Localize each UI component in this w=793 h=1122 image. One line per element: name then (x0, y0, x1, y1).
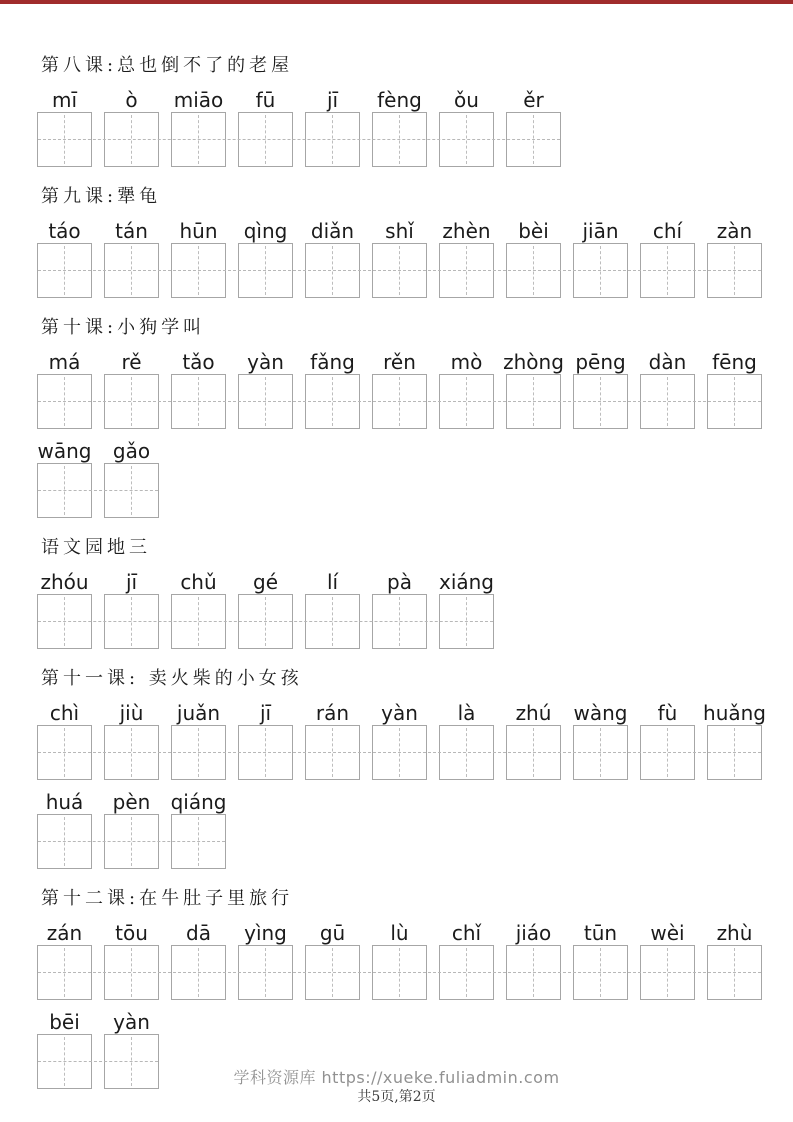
writing-grid-box (104, 725, 159, 780)
pinyin-unit (372, 217, 427, 298)
page-indicator: 共5页,第2页 (357, 1089, 436, 1105)
writing-grid-box (305, 243, 360, 298)
writing-grid-box (104, 814, 159, 869)
pinyin-unit (171, 788, 226, 869)
pinyin-unit (573, 699, 628, 780)
pinyin-unit (640, 348, 695, 429)
pinyin-unit (171, 568, 226, 649)
writing-grid-box (573, 243, 628, 298)
pinyin-unit (372, 919, 427, 1000)
pinyin-unit (238, 86, 293, 167)
pinyin-label: dàn (648, 350, 687, 374)
writing-grid-box (37, 243, 92, 298)
pinyin-unit (573, 217, 628, 298)
writing-grid-box (573, 945, 628, 1000)
writing-grid-box (171, 112, 226, 167)
writing-grid-box (37, 814, 92, 869)
pinyin-unit (439, 699, 494, 780)
pinyin-label: mī (51, 88, 78, 112)
pinyin-unit (238, 919, 293, 1000)
writing-grid-box (171, 594, 226, 649)
pinyin-unit (372, 568, 427, 649)
pinyin-unit (305, 217, 360, 298)
pinyin-unit (506, 699, 561, 780)
pinyin-box-row (37, 86, 561, 167)
pinyin-label: xiáng (438, 570, 495, 594)
writing-grid-box (439, 594, 494, 649)
pinyin-label: mò (450, 350, 483, 374)
pinyin-box-row (37, 699, 766, 780)
pinyin-unit (171, 699, 226, 780)
section-title: 语文园地三 (41, 537, 151, 558)
pinyin-label: gū (319, 921, 346, 945)
page-footer (0, 1068, 793, 1106)
pinyin-label: gǎo (112, 439, 151, 463)
writing-grid-box (305, 594, 360, 649)
writing-grid-box (707, 243, 762, 298)
pinyin-unit (171, 86, 226, 167)
pinyin-label: jī (125, 570, 138, 594)
pinyin-label: zhèn (442, 219, 491, 243)
pinyin-label: shǐ (385, 219, 414, 243)
pinyin-unit (372, 86, 427, 167)
pinyin-label: yàn (113, 1010, 150, 1034)
pinyin-label: yàn (247, 350, 284, 374)
writing-grid-box (372, 594, 427, 649)
writing-grid-box (104, 463, 159, 518)
pinyin-label: chì (49, 701, 80, 725)
writing-grid-box (506, 725, 561, 780)
writing-grid-box (439, 243, 494, 298)
pinyin-unit (439, 86, 494, 167)
pinyin-unit (37, 437, 92, 518)
pinyin-unit (238, 348, 293, 429)
writing-grid-box (439, 945, 494, 1000)
pinyin-label: bēi (49, 1010, 80, 1034)
writing-grid-box (439, 374, 494, 429)
pinyin-box-row (37, 919, 762, 1000)
pinyin-label: jī (326, 88, 339, 112)
pinyin-label: má (48, 350, 81, 374)
pinyin-unit (439, 348, 494, 429)
writing-grid-box (506, 112, 561, 167)
pinyin-unit (37, 699, 92, 780)
writing-grid-box (305, 725, 360, 780)
writing-grid-box (171, 374, 226, 429)
pinyin-label: miāo (173, 88, 224, 112)
pinyin-label: ěr (523, 88, 544, 112)
writing-grid-box (372, 945, 427, 1000)
writing-grid-box (37, 374, 92, 429)
pinyin-label: ò (125, 88, 138, 112)
pinyin-box-row (37, 568, 494, 649)
pinyin-unit (37, 217, 92, 298)
section-title: 第十二课:在牛肚子里旅行 (41, 888, 294, 909)
pinyin-unit (707, 919, 762, 1000)
pinyin-unit (104, 919, 159, 1000)
pinyin-unit (640, 217, 695, 298)
writing-grid-box (439, 112, 494, 167)
pinyin-unit (439, 568, 494, 649)
writing-grid-box (372, 374, 427, 429)
pinyin-label: diǎn (310, 219, 355, 243)
writing-grid-box (506, 374, 561, 429)
pinyin-unit (305, 699, 360, 780)
pinyin-label: fǎng (310, 350, 355, 374)
pinyin-label: fèng (377, 88, 422, 112)
pinyin-unit (37, 919, 92, 1000)
pinyin-label: fēng (712, 350, 757, 374)
pinyin-label: chí (652, 219, 683, 243)
pinyin-unit (506, 919, 561, 1000)
writing-grid-box (305, 945, 360, 1000)
writing-grid-box (37, 463, 92, 518)
pinyin-label: wāng (37, 439, 92, 463)
pinyin-unit (37, 86, 92, 167)
writing-grid-box (707, 374, 762, 429)
pinyin-unit (305, 86, 360, 167)
pinyin-label: ǒu (454, 88, 479, 112)
writing-grid-box (37, 725, 92, 780)
pinyin-label: wèi (650, 921, 685, 945)
pinyin-unit (104, 699, 159, 780)
pinyin-label: huǎng (703, 701, 766, 725)
pinyin-unit (573, 348, 628, 429)
writing-grid-box (171, 945, 226, 1000)
pinyin-label: zàn (716, 219, 753, 243)
pinyin-label: rán (315, 701, 350, 725)
writing-grid-box (104, 374, 159, 429)
writing-grid-box (707, 945, 762, 1000)
writing-grid-box (506, 945, 561, 1000)
pinyin-label: yìng (244, 921, 287, 945)
pinyin-unit (707, 348, 762, 429)
writing-grid-box (573, 374, 628, 429)
pinyin-label: tōu (115, 921, 148, 945)
section-title: 第八课:总也倒不了的老屋 (41, 55, 294, 76)
pinyin-unit (573, 919, 628, 1000)
pinyin-box-row (37, 348, 762, 429)
pinyin-unit (171, 217, 226, 298)
pinyin-unit (439, 919, 494, 1000)
pinyin-box-row (37, 788, 226, 869)
pinyin-label: chǐ (451, 921, 482, 945)
pinyin-label: fù (657, 701, 678, 725)
pinyin-label: tūn (583, 921, 618, 945)
writing-grid-box (372, 243, 427, 298)
pinyin-unit (506, 217, 561, 298)
pinyin-label: wàng (573, 701, 628, 725)
pinyin-label: bèi (518, 219, 549, 243)
pinyin-unit (439, 217, 494, 298)
pinyin-unit (37, 788, 92, 869)
pinyin-unit (104, 217, 159, 298)
pinyin-label: juǎn (176, 701, 221, 725)
watermark: 学科资源库 https://xueke.fuliadmin.com (233, 1068, 560, 1087)
pinyin-label: zhù (716, 921, 753, 945)
pinyin-label: qìng (243, 219, 288, 243)
writing-grid-box (37, 945, 92, 1000)
writing-grid-box (104, 243, 159, 298)
pinyin-label: dā (186, 921, 211, 945)
pinyin-unit (37, 568, 92, 649)
pinyin-label: tán (115, 219, 148, 243)
writing-grid-box (372, 725, 427, 780)
pinyin-label: lí (326, 570, 339, 594)
pinyin-label: jiáo (515, 921, 552, 945)
writing-grid-box (104, 945, 159, 1000)
pinyin-unit (238, 699, 293, 780)
pinyin-label: pà (387, 570, 412, 594)
pinyin-label: tǎo (182, 350, 215, 374)
pinyin-unit (37, 348, 92, 429)
writing-grid-box (238, 243, 293, 298)
writing-grid-box (506, 243, 561, 298)
pinyin-unit (171, 919, 226, 1000)
writing-grid-box (707, 725, 762, 780)
pinyin-label: rě (121, 350, 142, 374)
pinyin-label: pēng (575, 350, 626, 374)
pinyin-label: pèn (112, 790, 151, 814)
writing-grid-box (439, 725, 494, 780)
section-title: 第十课:小狗学叫 (41, 317, 206, 338)
writing-grid-box (640, 374, 695, 429)
pinyin-unit (305, 919, 360, 1000)
pinyin-unit (640, 699, 695, 780)
pinyin-label: zhú (515, 701, 552, 725)
writing-grid-box (104, 594, 159, 649)
pinyin-label: gé (253, 570, 278, 594)
writing-grid-box (171, 243, 226, 298)
pinyin-label: lù (390, 921, 409, 945)
pinyin-label: jiù (119, 701, 144, 725)
pinyin-label: fū (255, 88, 276, 112)
writing-grid-box (238, 725, 293, 780)
pinyin-unit (503, 348, 564, 429)
pinyin-label: zhóu (40, 570, 89, 594)
pinyin-unit (372, 699, 427, 780)
pinyin-box-row (37, 217, 762, 298)
pinyin-unit (703, 699, 766, 780)
pinyin-label: yàn (381, 701, 418, 725)
writing-grid-box (238, 374, 293, 429)
pinyin-label: hūn (179, 219, 218, 243)
pinyin-unit (506, 86, 561, 167)
section-title: 第九课:犟龟 (41, 186, 162, 207)
writing-grid-box (37, 594, 92, 649)
pinyin-unit (238, 217, 293, 298)
pinyin-unit (171, 348, 226, 429)
writing-grid-box (640, 243, 695, 298)
pinyin-unit (238, 568, 293, 649)
pinyin-label: zhòng (503, 350, 564, 374)
section-title: 第十一课: 卖火柴的小女孩 (41, 668, 303, 689)
pinyin-label: jiān (582, 219, 619, 243)
pinyin-unit (372, 348, 427, 429)
pinyin-label: chǔ (180, 570, 217, 594)
pinyin-label: huá (45, 790, 84, 814)
pinyin-label: zán (46, 921, 83, 945)
pinyin-box-row (37, 437, 159, 518)
pinyin-unit (104, 788, 159, 869)
pinyin-unit (104, 86, 159, 167)
writing-grid-box (640, 725, 695, 780)
writing-grid-box (104, 112, 159, 167)
pinyin-unit (640, 919, 695, 1000)
writing-grid-box (573, 725, 628, 780)
writing-grid-box (37, 112, 92, 167)
pinyin-unit (104, 348, 159, 429)
pinyin-label: rěn (383, 350, 416, 374)
pinyin-unit (305, 568, 360, 649)
writing-grid-box (238, 594, 293, 649)
pinyin-label: qiáng (170, 790, 227, 814)
writing-grid-box (640, 945, 695, 1000)
writing-grid-box (171, 814, 226, 869)
writing-grid-box (238, 112, 293, 167)
pinyin-unit (707, 217, 762, 298)
pinyin-label: là (457, 701, 476, 725)
pinyin-unit (104, 568, 159, 649)
pinyin-unit (305, 348, 360, 429)
writing-grid-box (305, 112, 360, 167)
pinyin-unit (104, 437, 159, 518)
writing-grid-box (238, 945, 293, 1000)
pinyin-label: táo (48, 219, 81, 243)
writing-grid-box (171, 725, 226, 780)
pinyin-label: jī (259, 701, 272, 725)
writing-grid-box (305, 374, 360, 429)
writing-grid-box (372, 112, 427, 167)
